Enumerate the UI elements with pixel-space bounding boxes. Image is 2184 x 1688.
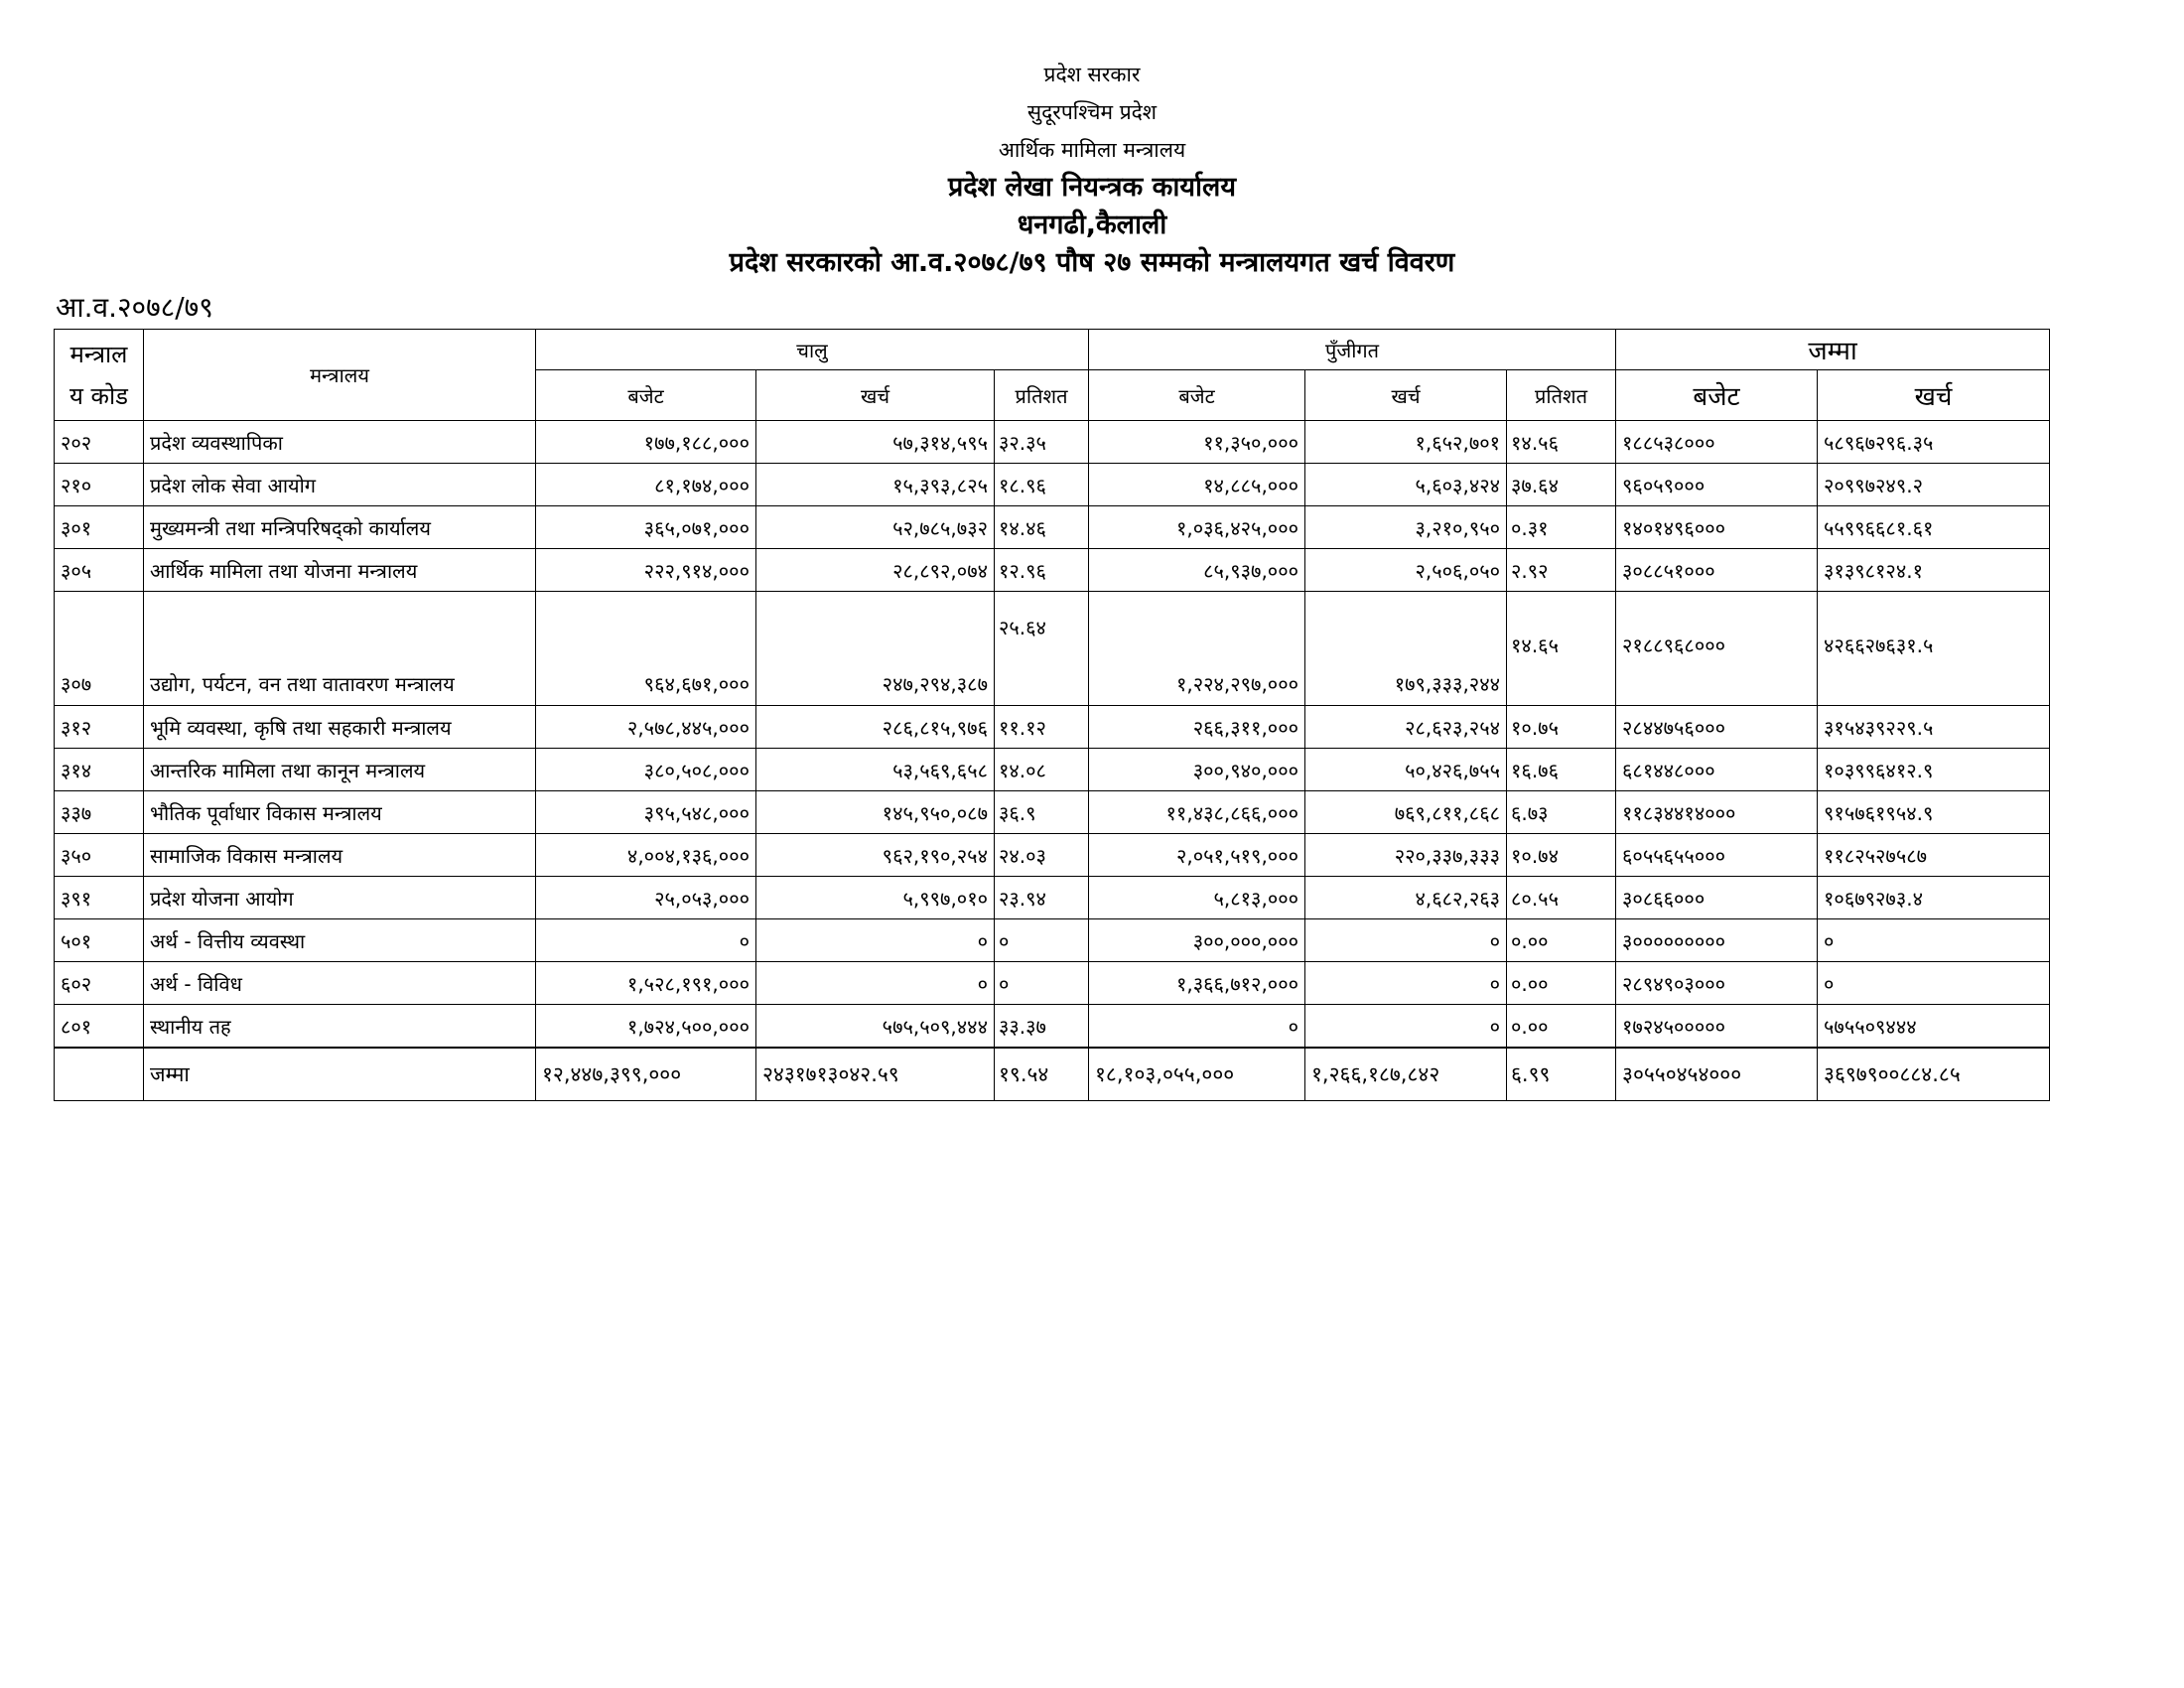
cell-capital-budget: १,०३६,४२५,००० bbox=[1089, 506, 1305, 549]
cell-capital-budget: ३००,९४०,००० bbox=[1089, 749, 1305, 791]
cell-recurrent-expense: २८६,८१५,९७६ bbox=[756, 706, 995, 749]
total-grand-budget: ३०५५०४५४००० bbox=[1616, 1048, 1818, 1101]
cell-recurrent-expense: ५२,७८५,७३२ bbox=[756, 506, 995, 549]
cell-recurrent-percent: १४.०८ bbox=[995, 749, 1089, 791]
cell-total-expense: ५८९६७२९६.३५ bbox=[1818, 421, 2050, 464]
total-grand-expense: ३६९७९००८८४.८५ bbox=[1818, 1048, 2050, 1101]
cell-ministry: प्रदेश लोक सेवा आयोग bbox=[144, 464, 536, 506]
col-header-capital-percent: प्रतिशत bbox=[1507, 370, 1616, 421]
cell-total-expense: ११८२५२७५८७ bbox=[1818, 834, 2050, 877]
cell-recurrent-expense: ० bbox=[756, 919, 995, 962]
cell-code: ३५० bbox=[55, 834, 144, 877]
cell-ministry: सामाजिक विकास मन्त्रालय bbox=[144, 834, 536, 877]
header-province: सुदूरपश्चिम प्रदेश bbox=[1026, 100, 1158, 124]
cell-ministry: आर्थिक मामिला तथा योजना मन्त्रालय bbox=[144, 549, 536, 592]
expenditure-table bbox=[54, 329, 2050, 1101]
cell-capital-percent: १६.७६ bbox=[1507, 749, 1616, 791]
col-header-recurrent-expense: खर्च bbox=[756, 370, 995, 421]
cell-recurrent-percent: ० bbox=[995, 962, 1089, 1005]
table-row bbox=[55, 791, 2050, 834]
cell-capital-expense: २८,६२३,२५४ bbox=[1305, 706, 1507, 749]
cell-code: ३१४ bbox=[55, 749, 144, 791]
cell-ministry: प्रदेश व्यवस्थापिका bbox=[144, 421, 536, 464]
cell-recurrent-percent: ० bbox=[995, 919, 1089, 962]
cell-capital-budget: २,०५१,५१९,००० bbox=[1089, 834, 1305, 877]
cell-ministry: अर्थ - विविध bbox=[144, 962, 536, 1005]
table-row bbox=[55, 592, 2050, 706]
cell-capital-percent: ८०.५५ bbox=[1507, 877, 1616, 919]
table-row bbox=[55, 706, 2050, 749]
table-row bbox=[55, 1005, 2050, 1049]
cell-code: ३३७ bbox=[55, 791, 144, 834]
cell-capital-budget: १,२२४,२९७,००० bbox=[1089, 592, 1305, 706]
cell-capital-expense: ४,६८२,२६३ bbox=[1305, 877, 1507, 919]
cell-ministry: स्थानीय तह bbox=[144, 1005, 536, 1049]
cell-code: ६०२ bbox=[55, 962, 144, 1005]
cell-recurrent-percent: ३२.३५ bbox=[995, 421, 1089, 464]
cell-recurrent-budget: ९६४,६७१,००० bbox=[536, 592, 756, 706]
cell-ministry: आन्तरिक मामिला तथा कानून मन्त्रालय bbox=[144, 749, 536, 791]
cell-capital-percent: १०.७४ bbox=[1507, 834, 1616, 877]
cell-total-budget: २८४४७५६००० bbox=[1616, 706, 1818, 749]
cell-total-expense: २०९९७२४९.२ bbox=[1818, 464, 2050, 506]
cell-total-budget: ६०५५६५५००० bbox=[1616, 834, 1818, 877]
cell-total-expense: ३१३९८१२४.१ bbox=[1818, 549, 2050, 592]
cell-code: ३०१ bbox=[55, 506, 144, 549]
table-row bbox=[55, 464, 2050, 506]
col-header-recurrent-budget: बजेट bbox=[536, 370, 756, 421]
cell-total-expense: ५५९९६६८१.६१ bbox=[1818, 506, 2050, 549]
cell-capital-budget: २६६,३११,००० bbox=[1089, 706, 1305, 749]
cell-total-budget: ११८३४४१४००० bbox=[1616, 791, 1818, 834]
report-header bbox=[0, 56, 2184, 282]
cell-capital-expense: ० bbox=[1305, 1005, 1507, 1049]
table-row bbox=[55, 506, 2050, 549]
cell-capital-percent: ३७.६४ bbox=[1507, 464, 1616, 506]
col-header-total-budget: बजेट bbox=[1616, 370, 1818, 421]
cell-code-empty bbox=[55, 1048, 144, 1101]
cell-capital-budget: १,३६६,७१२,००० bbox=[1089, 962, 1305, 1005]
cell-recurrent-percent: २३.९४ bbox=[995, 877, 1089, 919]
cell-capital-percent: ०.०० bbox=[1507, 1005, 1616, 1049]
cell-recurrent-budget: २५,०५३,००० bbox=[536, 877, 756, 919]
cell-capital-budget: ११,३५०,००० bbox=[1089, 421, 1305, 464]
cell-recurrent-expense: २८,८९२,०७४ bbox=[756, 549, 995, 592]
cell-capital-expense: ५,६०३,४२४ bbox=[1305, 464, 1507, 506]
col-header-code bbox=[55, 330, 144, 421]
cell-recurrent-expense: ५७,३१४,५९५ bbox=[756, 421, 995, 464]
cell-recurrent-expense: ० bbox=[756, 962, 995, 1005]
total-row bbox=[55, 1048, 2050, 1101]
fiscal-year-label: आ.व.२०७८/७९ bbox=[56, 291, 213, 324]
table-row bbox=[55, 962, 2050, 1005]
cell-total-budget: २१८८९६८००० bbox=[1616, 592, 1818, 706]
cell-ministry: प्रदेश योजना आयोग bbox=[144, 877, 536, 919]
col-header-code-line1: मन्त्राल bbox=[69, 340, 128, 368]
cell-capital-percent: १४.६५ bbox=[1507, 592, 1616, 706]
cell-capital-expense: ० bbox=[1305, 962, 1507, 1005]
header-office: प्रदेश लेखा नियन्त्रक कार्यालय bbox=[947, 172, 1237, 203]
cell-recurrent-budget: ८१,१७४,००० bbox=[536, 464, 756, 506]
cell-capital-budget: ८५,९३७,००० bbox=[1089, 549, 1305, 592]
cell-code: २१० bbox=[55, 464, 144, 506]
col-header-capital-budget: बजेट bbox=[1089, 370, 1305, 421]
cell-recurrent-expense: ९६२,१९०,२५४ bbox=[756, 834, 995, 877]
cell-recurrent-budget: ० bbox=[536, 919, 756, 962]
col-group-capital: पुँजीगत bbox=[1089, 330, 1616, 370]
cell-recurrent-percent: ३३.३७ bbox=[995, 1005, 1089, 1049]
cell-recurrent-budget: ३९५,५४८,००० bbox=[536, 791, 756, 834]
cell-recurrent-budget: २,५७८,४४५,००० bbox=[536, 706, 756, 749]
cell-code: ३०७ bbox=[55, 592, 144, 706]
total-recurrent-budget: १२,४४७,३९९,००० bbox=[536, 1048, 756, 1101]
cell-code: ३०५ bbox=[55, 549, 144, 592]
header-location: धनगढी,कैलाली bbox=[1017, 210, 1167, 240]
table-row bbox=[55, 877, 2050, 919]
cell-capital-expense: १७९,३३३,२४४ bbox=[1305, 592, 1507, 706]
cell-capital-budget: १४,८८५,००० bbox=[1089, 464, 1305, 506]
cell-capital-percent: १०.७५ bbox=[1507, 706, 1616, 749]
report-title: प्रदेश सरकारको आ.व.२०७८/७९ पौष २७ सम्मको मन्त्रालयगत खर्च विवरण bbox=[729, 247, 1455, 278]
cell-recurrent-budget: ४,००४,१३६,००० bbox=[536, 834, 756, 877]
cell-total-expense: ० bbox=[1818, 919, 2050, 962]
col-header-total-expense: खर्च bbox=[1818, 370, 2050, 421]
cell-recurrent-budget: १७७,१८८,००० bbox=[536, 421, 756, 464]
cell-ministry: भौतिक पूर्वाधार विकास मन्त्रालय bbox=[144, 791, 536, 834]
col-header-code-line2: य कोड bbox=[68, 381, 129, 410]
cell-recurrent-budget: ३८०,५०८,००० bbox=[536, 749, 756, 791]
cell-capital-percent: ०.३१ bbox=[1507, 506, 1616, 549]
cell-capital-expense: ० bbox=[1305, 919, 1507, 962]
cell-total-expense: ३१५४३९२२९.५ bbox=[1818, 706, 2050, 749]
header-ministry: आर्थिक मामिला मन्त्रालय bbox=[998, 138, 1186, 162]
cell-ministry: भूमि व्यवस्था, कृषि तथा सहकारी मन्त्रालय bbox=[144, 706, 536, 749]
cell-capital-expense: ७६९,८११,८६८ bbox=[1305, 791, 1507, 834]
cell-capital-percent: २.९२ bbox=[1507, 549, 1616, 592]
table-row bbox=[55, 749, 2050, 791]
cell-recurrent-expense: ५,९९७,०१० bbox=[756, 877, 995, 919]
cell-ministry: मुख्यमन्त्री तथा मन्त्रिपरिषद्को कार्यालय bbox=[144, 506, 536, 549]
cell-total-budget: ३०८८५१००० bbox=[1616, 549, 1818, 592]
cell-total-budget: ३०८६६००० bbox=[1616, 877, 1818, 919]
col-header-ministry: मन्त्रालय bbox=[144, 330, 536, 421]
cell-recurrent-expense: ५७५,५०९,४४४ bbox=[756, 1005, 995, 1049]
cell-recurrent-budget: ३६५,०७१,००० bbox=[536, 506, 756, 549]
cell-total-expense: ० bbox=[1818, 962, 2050, 1005]
cell-recurrent-percent: २५.६४ bbox=[995, 592, 1089, 706]
cell-capital-expense: १,६५२,७०१ bbox=[1305, 421, 1507, 464]
cell-code: ५०१ bbox=[55, 919, 144, 962]
table-row bbox=[55, 421, 2050, 464]
cell-total-budget: १७२४५००००० bbox=[1616, 1005, 1818, 1049]
table-row bbox=[55, 549, 2050, 592]
total-recurrent-expense: २४३१७१३०४२.५९ bbox=[756, 1048, 995, 1101]
cell-total-budget: २८९४९०३००० bbox=[1616, 962, 1818, 1005]
cell-total-expense: ४२६६२७६३१.५ bbox=[1818, 592, 2050, 706]
col-group-recurrent: चालु bbox=[536, 330, 1089, 370]
cell-recurrent-percent: १२.९६ bbox=[995, 549, 1089, 592]
total-capital-expense: १,२६६,१८७,८४२ bbox=[1305, 1048, 1507, 1101]
cell-code: ८०१ bbox=[55, 1005, 144, 1049]
cell-recurrent-percent: १४.४६ bbox=[995, 506, 1089, 549]
cell-recurrent-percent: १८.९६ bbox=[995, 464, 1089, 506]
total-recurrent-percent: १९.५४ bbox=[995, 1048, 1089, 1101]
header-government: प्रदेश सरकार bbox=[1043, 63, 1141, 86]
cell-capital-budget: ५,८१३,००० bbox=[1089, 877, 1305, 919]
cell-recurrent-percent: ३६.९ bbox=[995, 791, 1089, 834]
cell-capital-expense: २,५०६,०५० bbox=[1305, 549, 1507, 592]
total-capital-budget: १८,१०३,०५५,००० bbox=[1089, 1048, 1305, 1101]
cell-total-expense: १०३९९६४१२.९ bbox=[1818, 749, 2050, 791]
total-label: जम्मा bbox=[144, 1048, 536, 1101]
cell-capital-percent: १४.५६ bbox=[1507, 421, 1616, 464]
cell-capital-percent: ०.०० bbox=[1507, 962, 1616, 1005]
cell-capital-expense: २२०,३३७,३३३ bbox=[1305, 834, 1507, 877]
cell-recurrent-budget: १,७२४,५००,००० bbox=[536, 1005, 756, 1049]
cell-total-budget: १४०१४९६००० bbox=[1616, 506, 1818, 549]
cell-capital-percent: ६.७३ bbox=[1507, 791, 1616, 834]
cell-total-expense: ५७५५०९४४४ bbox=[1818, 1005, 2050, 1049]
cell-recurrent-budget: १,५२८,१९१,००० bbox=[536, 962, 756, 1005]
cell-capital-expense: ५०,४२६,७५५ bbox=[1305, 749, 1507, 791]
col-group-total: जम्मा bbox=[1616, 330, 2050, 370]
cell-total-budget: ९६०५९००० bbox=[1616, 464, 1818, 506]
cell-capital-budget: ३००,०००,००० bbox=[1089, 919, 1305, 962]
cell-recurrent-expense: २४७,२९४,३८७ bbox=[756, 592, 995, 706]
cell-ministry: उद्योग, पर्यटन, वन तथा वातावरण मन्त्रालय bbox=[144, 592, 536, 706]
cell-total-expense: १०६७९२७३.४ bbox=[1818, 877, 2050, 919]
cell-recurrent-expense: ५३,५६९,६५८ bbox=[756, 749, 995, 791]
cell-total-budget: ३००००००००० bbox=[1616, 919, 1818, 962]
cell-recurrent-expense: १५,३९३,८२५ bbox=[756, 464, 995, 506]
cell-recurrent-budget: २२२,९१४,००० bbox=[536, 549, 756, 592]
cell-capital-budget: ० bbox=[1089, 1005, 1305, 1049]
cell-code: ३९१ bbox=[55, 877, 144, 919]
cell-capital-budget: ११,४३८,८६६,००० bbox=[1089, 791, 1305, 834]
table-row bbox=[55, 919, 2050, 962]
cell-capital-percent: ०.०० bbox=[1507, 919, 1616, 962]
cell-recurrent-expense: १४५,९५०,०८७ bbox=[756, 791, 995, 834]
cell-capital-expense: ३,२१०,९५० bbox=[1305, 506, 1507, 549]
col-header-capital-expense: खर्च bbox=[1305, 370, 1507, 421]
cell-total-budget: ६८१४४८००० bbox=[1616, 749, 1818, 791]
cell-recurrent-percent: २४.०३ bbox=[995, 834, 1089, 877]
cell-code: ३१२ bbox=[55, 706, 144, 749]
cell-total-budget: १८८५३८००० bbox=[1616, 421, 1818, 464]
table-row bbox=[55, 834, 2050, 877]
total-capital-percent: ६.९९ bbox=[1507, 1048, 1616, 1101]
cell-ministry: अर्थ - वित्तीय व्यवस्था bbox=[144, 919, 536, 962]
cell-recurrent-percent: ११.१२ bbox=[995, 706, 1089, 749]
col-header-recurrent-percent: प्रतिशत bbox=[995, 370, 1089, 421]
cell-total-expense: ९१५७६१९५४.९ bbox=[1818, 791, 2050, 834]
cell-code: २०२ bbox=[55, 421, 144, 464]
